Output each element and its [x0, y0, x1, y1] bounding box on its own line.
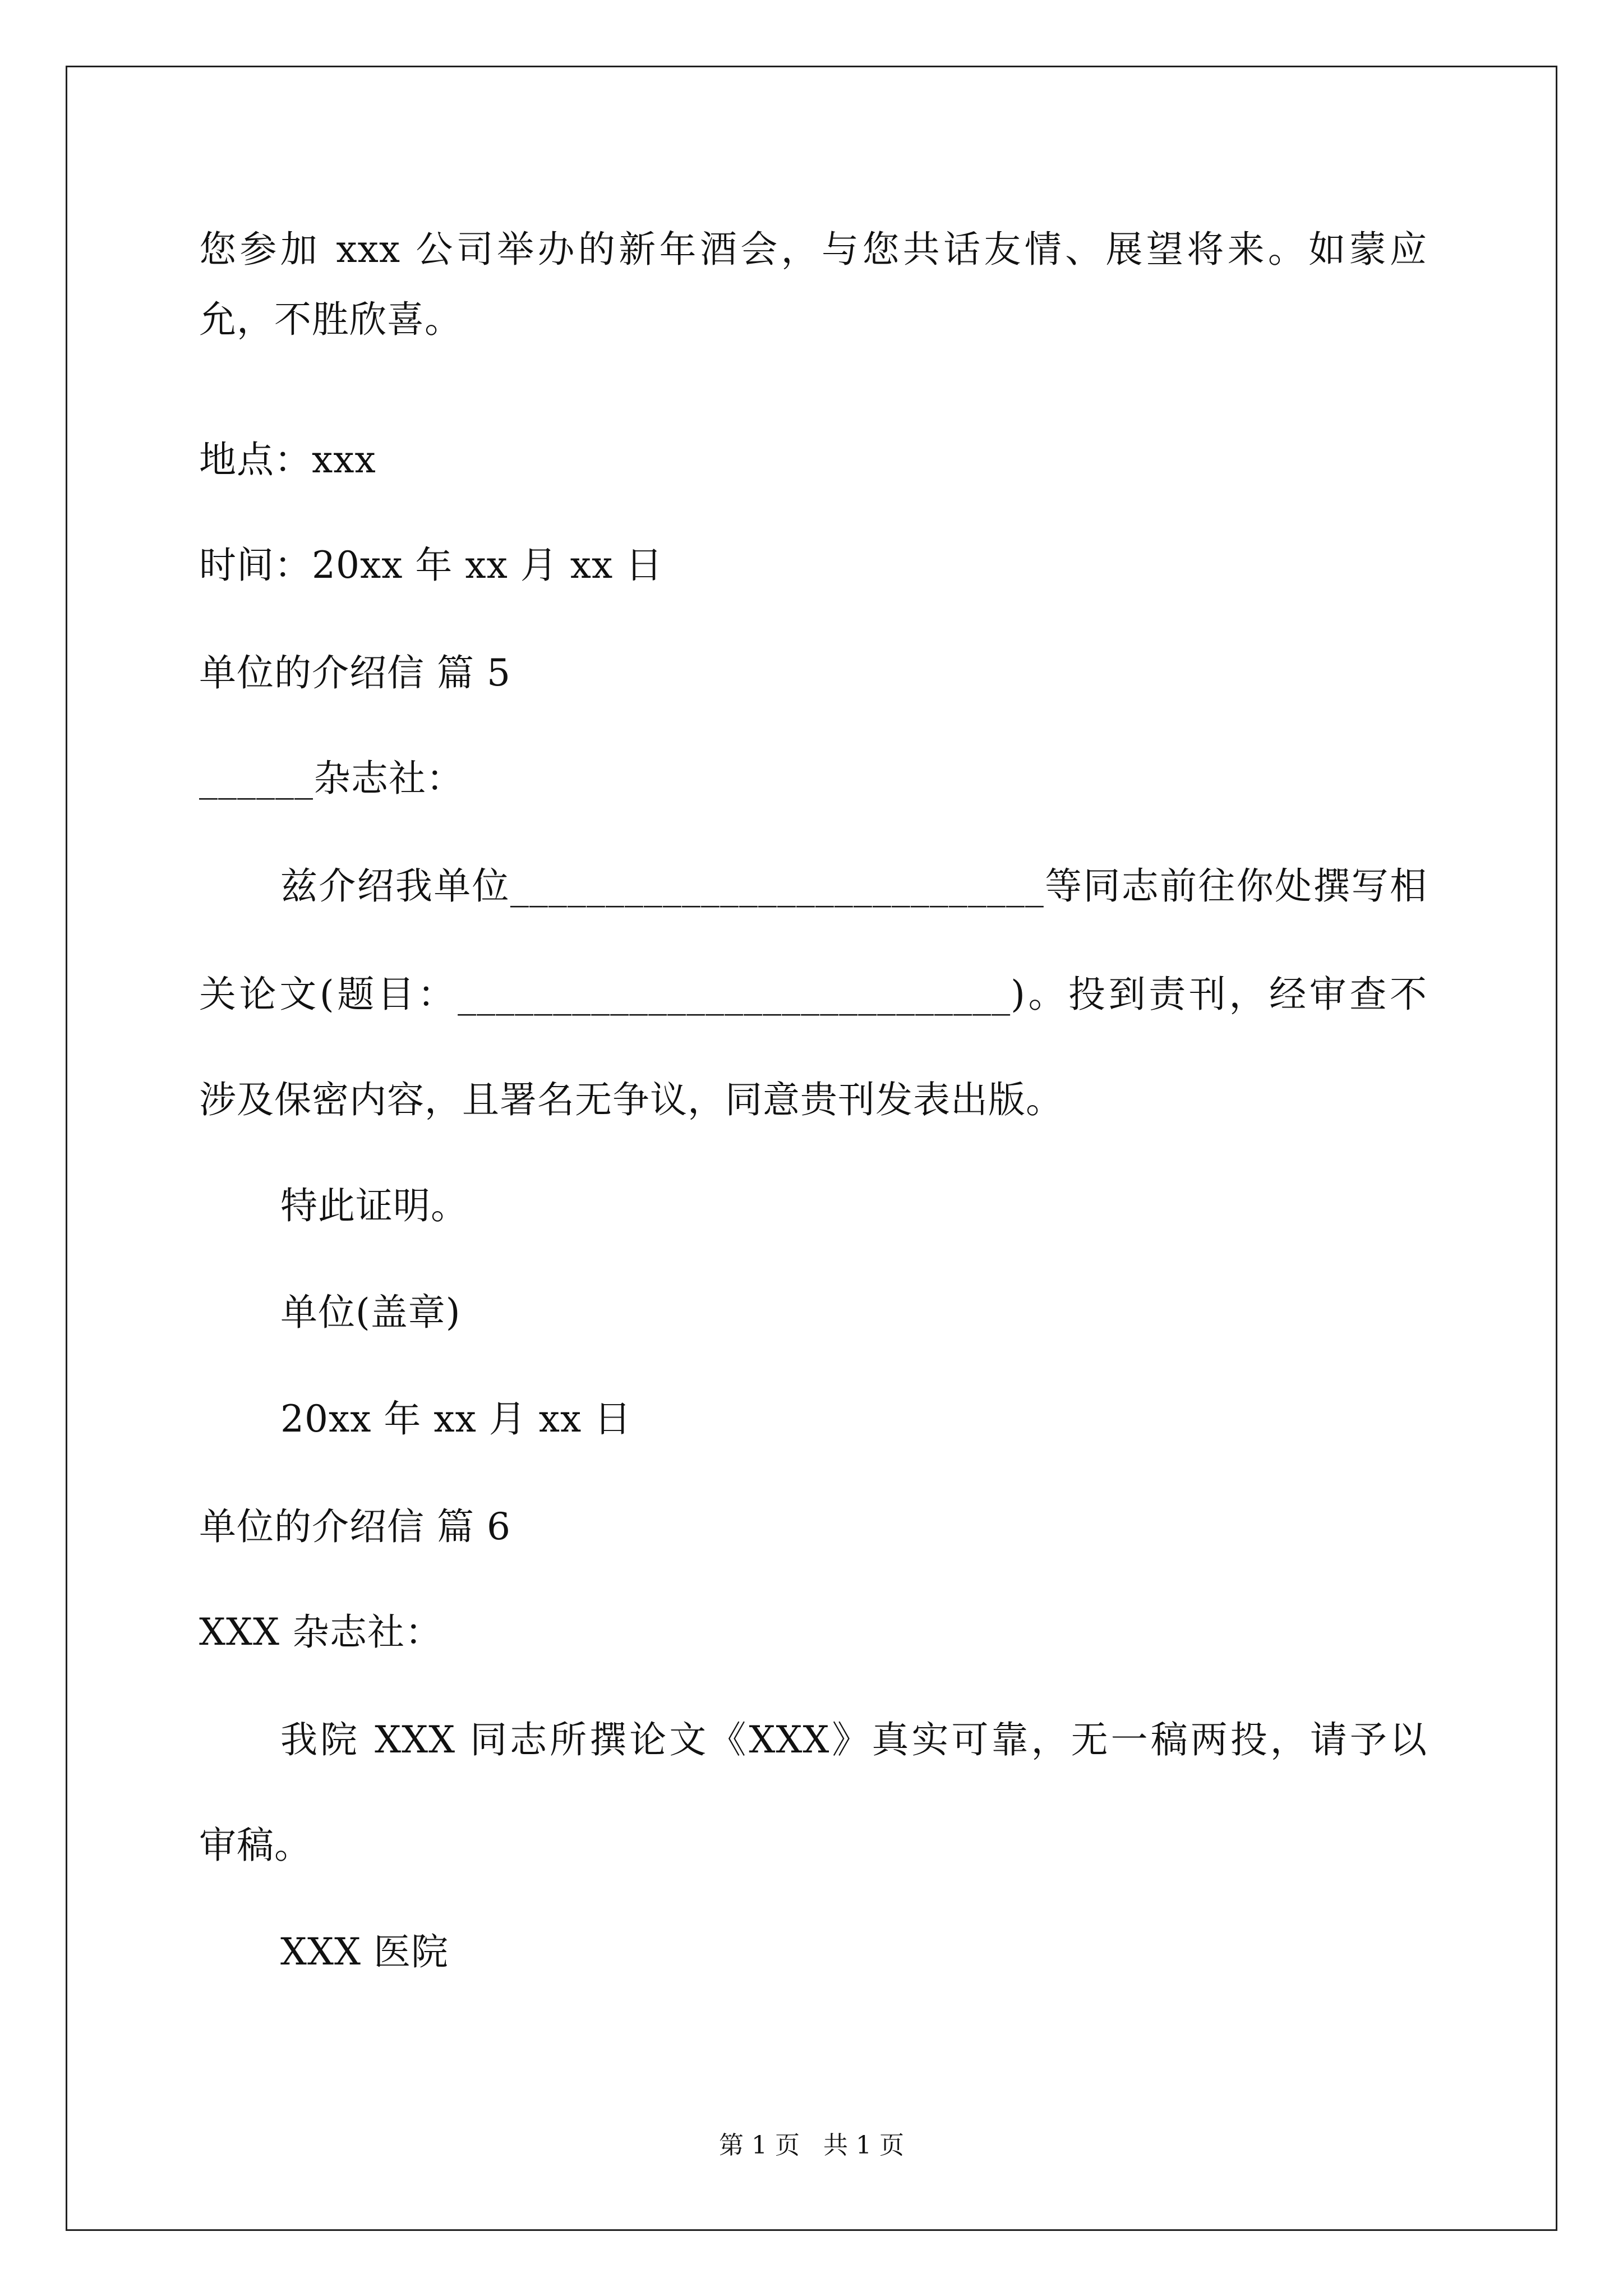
location-line: 地点：xxx [199, 438, 376, 481]
signature-unit-line: 单位(盖章) [280, 1291, 461, 1334]
signature-hospital: XXX 医院 [280, 1930, 449, 1973]
letter-body-line-1: 兹介绍我单位____________________________等同志前往你处撰写相 [280, 864, 1427, 908]
letter-body-line-3: 涉及保密内容，且署名无争议，同意贵刊发表出版。 [199, 1078, 1063, 1121]
section-heading-5: 单位的介绍信 篇 5 [199, 651, 511, 694]
page-border [66, 66, 1557, 2231]
page-footer: 第 1 页 共 1 页 [719, 2131, 904, 2160]
certification-line: 特此证明。 [280, 1184, 468, 1227]
letter-body-6-line-2: 审稿。 [199, 1824, 312, 1867]
recipient-magazine: XXX 杂志社： [199, 1611, 442, 1654]
time-line: 时间：20xx 年 xx 月 xx 日 [199, 544, 663, 587]
signature-date-line: 20xx 年 xx 月 xx 日 [280, 1397, 632, 1441]
recipient-magazine-blank: ______杂志社： [199, 757, 464, 800]
section-heading-6: 单位的介绍信 篇 6 [199, 1505, 511, 1548]
paragraph-invitation-line-1: 您参加 xxx 公司举办的新年酒会，与您共话友情、展望将来。如蒙应 [199, 228, 1427, 271]
letter-body-line-2: 关论文(题目：_____________________________)。投到责刊，经审查不 [199, 973, 1427, 1016]
paragraph-invitation-line-2: 允，不胜欣喜。 [199, 298, 462, 341]
letter-body-6-line-1: 我院 XXX 同志所撰论文《XXX》真实可靠，无一稿两投，请予以 [280, 1718, 1427, 1761]
